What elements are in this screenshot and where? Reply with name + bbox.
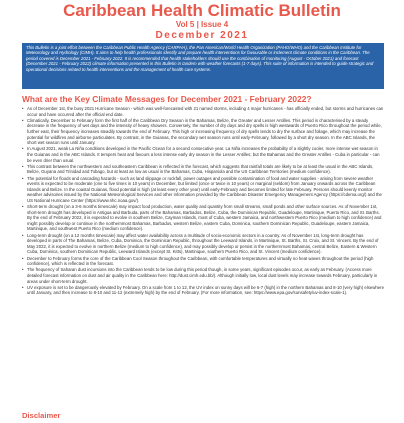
list-item: • Long-term drought (on a 12 months timescale) may affect water availability across a multitude of socio-economic sectors in a country. As of November 1st, long-term drought has developed in parts of The Bahamas, Belize, Cuba, Dominica, the Dominican Republic, throughout the Leeward Islands, in Martinique, St. Barths, St. Croix, and St. Vincent. By the end of May 2022, it is expected to evolve in northern Belize (medium to high confidence), and may possibly develop or persist in the northernmost Bahamas, central Belize, Eastern & Western Cuba, Dominica, southern Dominican Republic, Leeward Islands (except St. Kitts), Martinique, southern Puerto Rico, and St. Vincent (medium confidence). — [22, 233, 384, 255]
intro-box: This Bulletin is a joint effort between the Caribbean Public Health Agency (CARPHA), the Pan American/World Health Organization (PAHO/WHO) and the Caribbean Institute for Meteorology and Hydrology (CIMH). It aims to help health professionals identify and prepare health interventions for favourable or inclement climate conditions in the Caribbean. The period covered is December 2021 - February 2022. It is recommended that health stakeholders should use the combination of monitoring (August - October 2021) and forecast (December 2021 - February 2022) climate information presented in this Bulletin in tandem with weather forecasts (1-7 days). This suite of information is intended to guide strategic and operational decisions related to health interventions and the management of health care systems. — [22, 43, 384, 89]
disclaimer-heading: Disclaimer — [22, 411, 61, 420]
list-item: • The frequency of Saharan dust incursions into the Caribbean tends to be low during this period though, in some years, significant episodes occur, as early as February. (Access more detailed forecast information on dust and air quality in the Caribbean here: http://dust.cimh.edu.bb/). Although initially low, local dust levels may increase towards February, particularly in areas under short-term drought. — [22, 267, 384, 284]
bulletin-date: December 2021 — [155, 30, 249, 41]
list-item: • Short-term drought (on a 3-6 months timescale) may impact food production, water quality and quantity from small streams, small ponds and other surface sources. As of November 1st, short-term drought has developed in Antigua and Barbuda, parts of the Bahamas, Barbados, Belize, Cuba, the Dominican Republic, Guadeloupe, Martinique, Puerto Rico, and St. Barths. By the end of February 2022, it is expected to evolve in southern Belize, Cayman Islands, most of Cuba, western Jamaica, and northwestern Puerto Rico (medium to high confidence) and might possibly develop or continue in the northernmost Bahamas, Barbados, western Belize, eastern Cuba, Dominica, southern Dominican Republic, Guadeloupe, eastern Jamaica, Martinique, and southwest Puerto Rico (medium confidence). — [22, 204, 384, 232]
key-messages-list — [22, 106, 384, 297]
list-item: • December to February forms the core of the Caribbean Cool Season throughout the Caribbean, with comfortable temperatures and virtually no heat waves throughout the period (high confidence), which is reflected in the forecast. — [22, 256, 384, 267]
section-heading: What are the Key Climate Messages for December 2021 - February 2022? — [22, 94, 312, 104]
list-item: • The potential for floods and cascading hazards - such as land slippage or rockfall, power outages and possible contamination of food and water supplies - arising from severe weather events is expected to be moderate (one to five times in 10 years) in December, but limited (once or twice in 10 years) or marginal (seldom) from January onwards across the Caribbean Islands and Belize. In the coastal Guianas, flood potential is high (at least every other year) until early-February and becomes limited for late February. Persons should keenly monitor weather advisories issued by the National Meteorological Services and other information provided by the Caribbean Disaster Emergency Management Agency (https://cdema.org/) and the US National Hurricane Center (https://www.nhc.noaa.gov/). — [22, 176, 384, 204]
list-item: • UV exposure is set to be dangerously elevated by February. On a scale from 1 to 12, the UV index on sunny days will be 6-7 (high) in the northern Bahamas and 8-10 (very high) elsewhere until January, and then increase to 8-10 and 11-12 (extremely high) by the end of February. (For more information, see: https://www.epa.gov/sunsafety/uv-index-scale-1). — [22, 285, 384, 296]
bulletin-title: Caribbean Health Climatic Bulletin — [63, 1, 341, 20]
list-item: • Climatically, December to February form the first half of the Caribbean Dry Season in the Bahamas, Belize, the Greater and Lesser Antilles. This period is characterised by a steady decrease in the frequency of wet days and the intensity of heavy showers. Conversely, the number of dry days and dry spells is high westwards of Puerto Rico throughout the period while, further east, their frequency increases steadily towards the end of February. This high or increasing frequency of dry spells tends to dry the surface and foliage, which may increase the potential for wildfires and airborne particulates. By contrast, in the Guianas, the secondary wet season runs until early-February, followed by a short dry season. In the ABC Islands, the short wet season runs until January. — [22, 118, 384, 146]
list-item: • This contrast between the northwestern and southeastern Caribbean is reflected in the forecast, which suggests that rainfall totals are likely to be at least the usual in the ABC Islands, Belize, Guyana and Trinidad and Tobago, but at least as low as usual in the Bahamas, Cuba, Hispaniola and the US Caribbean Territories (medium confidence). — [22, 164, 384, 175]
list-item: • In August 2021, weak La Niña conditions developed in the Pacific Ocean for a second consecutive year. La Niña increases the probability of a slightly cooler, more intense wet season in the Guianas and in the ABC Islands. It tempers heat and favours a less intense early dry season in the Lesser Antilles; but the Bahamas and the Greater Antilles - Cuba in particular - can be even drier than usual. — [22, 146, 384, 163]
volume-issue: Vol 5 | Issue 4 — [175, 20, 229, 29]
list-item: • As of December 1st, the busy 2021 Hurricane Season - which was well-forecasted with 21 named storms, including 4 major hurricanes - has officially ended, but storms and hurricanes can occur and have occurred after the official end date. — [22, 106, 384, 117]
